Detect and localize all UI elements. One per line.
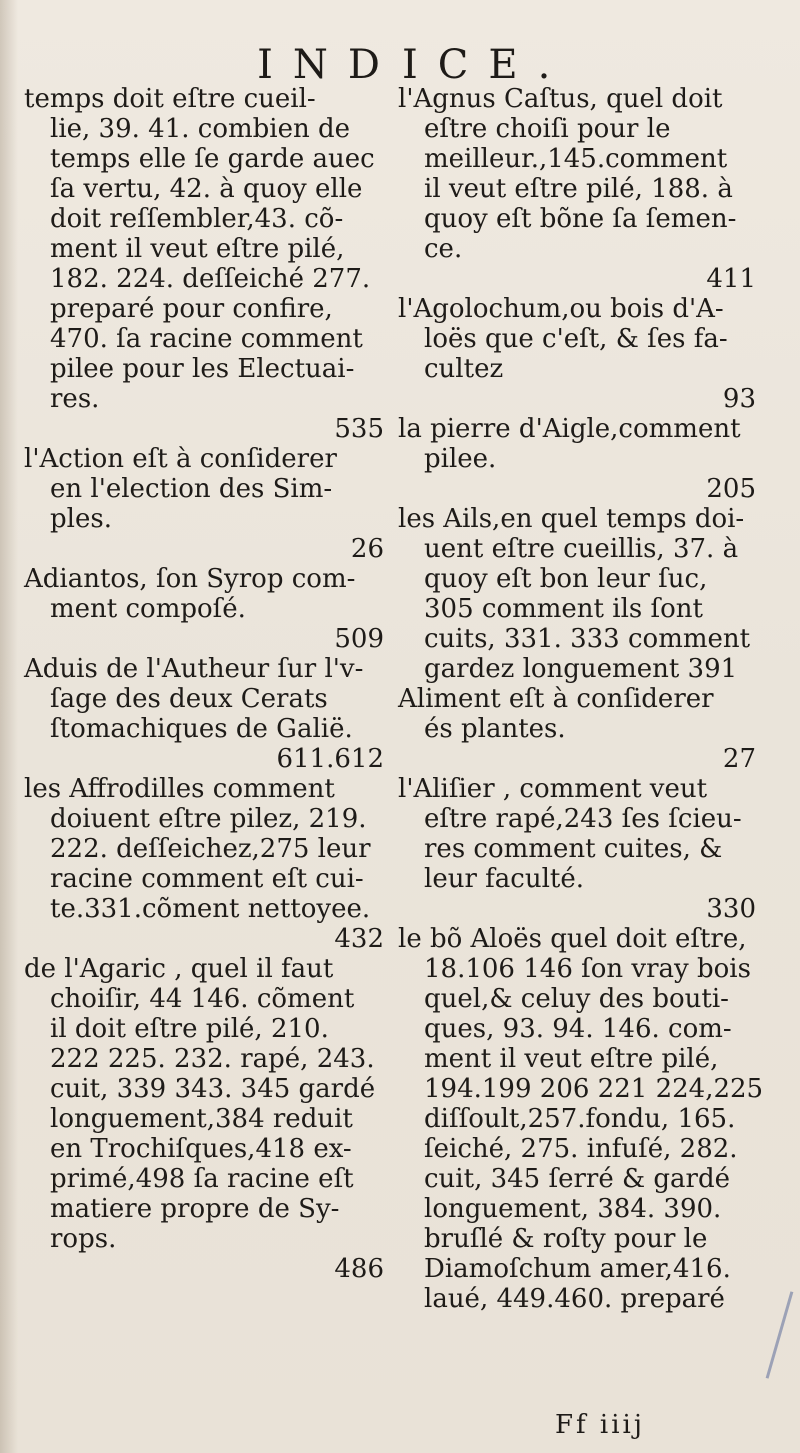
index-entry-line: ſa vertu, 42. à quoy elle [50, 174, 363, 204]
index-entry-line: quoy eſt bõne ſa ſemen- [424, 204, 737, 234]
index-entry-line: pilee pour les Electuai- [50, 354, 355, 384]
index-entry [398, 294, 770, 414]
index-entry-line: pilee. [424, 444, 497, 474]
index-entry-line: 535 [334, 414, 384, 444]
index-entry-line: uent eſtre cueillis, 37. à [424, 534, 739, 564]
index-entry-heading: le bõ Aloës quel doit eſtre, [398, 924, 747, 954]
index-entry-line: bruſlé & roſty pour le [424, 1224, 708, 1254]
index-entry-line: ques, 93. 94. 146. com- [424, 1014, 732, 1044]
index-entry-line: ce. [424, 234, 463, 264]
index-entry-line: ſage des deux Cerats [50, 684, 328, 714]
index-entry [398, 504, 770, 684]
index-entry [24, 444, 398, 564]
index-entry-line: 205 [706, 474, 756, 504]
index-entry-line: diſſoult,257.fondu, 165. [424, 1104, 736, 1134]
index-entry [398, 84, 770, 294]
index-entry-line: doiuent eſtre pilez, 219. [50, 804, 367, 834]
index-entry-heading: les Affrodilles comment [24, 774, 335, 804]
index-entry-line: leur faculté. [424, 864, 584, 894]
index-entry-line: temps elle ſe garde auec [50, 144, 375, 174]
binding-shadow [0, 0, 18, 1453]
index-entry [398, 414, 770, 504]
index-entry-line: 411 [706, 264, 756, 294]
index-entry-line: meilleur.,145.comment [424, 144, 728, 174]
index-entry-heading: l'Agnus Caſtus, quel doit [398, 84, 723, 114]
index-entry-line: il doit eſtre pilé, 210. [50, 1014, 329, 1044]
index-entry-line: te.331.cõment nettoyee. [50, 894, 371, 924]
running-head [0, 40, 800, 90]
index-entry-line: 432 [334, 924, 384, 954]
index-entry-line: ment il veut eſtre pilé, [50, 234, 345, 264]
index-entry-line: doit reſſembler,43. cõ- [50, 204, 344, 234]
index-entry-line: ples. [50, 504, 112, 534]
index-column-left [24, 84, 398, 1284]
index-entry [398, 684, 770, 774]
index-entry-line: loës que c'eſt, & ſes fa- [424, 324, 728, 354]
index-entry-line: eſtre choiſi pour le [424, 114, 671, 144]
index-entry-line: 330 [706, 894, 756, 924]
index-entry-line: ſeiché, 275. infuſé, 282. [424, 1134, 738, 1164]
index-entry-line: 305 comment ils ſont [424, 594, 703, 624]
index-entry-line: lie, 39. 41. combien de [50, 114, 351, 144]
index-entry-heading: Adiantos, ſon Syrop com- [24, 564, 356, 594]
index-entry-heading: Aliment eſt à conſiderer [398, 684, 714, 714]
index-entry-line: primé,498 ſa racine eſt [50, 1164, 354, 1194]
index-entry-line: és plantes. [424, 714, 566, 744]
index-entry-line: cuit, 345 ſerré & gardé [424, 1164, 731, 1194]
index-entry-line: 93 [722, 384, 756, 414]
index-entry-line: 182. 224. deſſeiché 277. [50, 264, 371, 294]
index-entry-line: laué, 449.460. preparé [424, 1284, 725, 1314]
index-entry-line: 509 [334, 624, 384, 654]
index-entry-line: 470. ſa racine comment [50, 324, 363, 354]
index-entry-line: 194.199 206 221 224,225 [424, 1074, 764, 1104]
index-entry [24, 774, 398, 954]
index-entry-line: res comment cuites, & [424, 834, 723, 864]
index-entry-line: preparé pour confire, [50, 294, 333, 324]
index-entry [24, 654, 398, 774]
index-entry-line: cuit, 339 343. 345 gardé [50, 1074, 376, 1104]
index-entry-line: 27 [722, 744, 756, 774]
index-entry-line: 18.106 146 ſon vray bois [424, 954, 751, 984]
index-entry-line: il veut eſtre pilé, 188. à [424, 174, 733, 204]
index-entry-line: ment il veut eſtre pilé, [424, 1044, 719, 1074]
index-entry-heading: l'Action eſt à conſiderer [24, 444, 337, 474]
index-entry-line: longuement, 384. 390. [424, 1194, 722, 1224]
index-entry-heading: temps doit eſtre cueil- [24, 84, 316, 114]
index-entry-heading: l'Agolochum,ou bois d'A- [398, 294, 724, 324]
signature-mark: Ff iiij [555, 1410, 645, 1440]
index-entry-line: choiſir, 44 146. cõment [50, 984, 355, 1014]
running-head-left: IND [257, 42, 400, 88]
index-entry-heading: les Ails,en quel temps doi- [398, 504, 745, 534]
index-column-right [398, 84, 770, 1314]
index-entry-line: cuits, 331. 333 comment [424, 624, 751, 654]
index-entry-line: cultez [424, 354, 504, 384]
index-entry-line: 222. deſſeichez,275 leur [50, 834, 371, 864]
index-entry-line: rops. [50, 1224, 117, 1254]
index-entry-line: en l'election des Sim- [50, 474, 333, 504]
index-entry-line: quoy eſt bon leur ſuc, [424, 564, 708, 594]
index-entry-line: ſtomachiques de Galië. [50, 714, 353, 744]
index-entry-line: Diamoſchum amer,416. [424, 1254, 731, 1284]
index-entry-line: 611.612 [276, 744, 384, 774]
index-entry-heading: la pierre d'Aigle,comment [398, 414, 741, 444]
index-entry-line: matiere propre de Sy- [50, 1194, 340, 1224]
index-entry [24, 564, 398, 654]
index-entry-line: en Trochiſques,418 ex- [50, 1134, 352, 1164]
index-entry [24, 84, 398, 444]
index-entry-line: gardez longuement 391 [424, 654, 738, 684]
index-entry-heading: Aduis de l'Autheur ſur l'v- [24, 654, 364, 684]
index-entry-line: 486 [334, 1254, 384, 1284]
index-entry-heading: de l'Agaric , quel il faut [24, 954, 334, 984]
index-entry-heading: l'Aliſier , comment veut [398, 774, 708, 804]
index-entry [398, 774, 770, 924]
index-entry [24, 954, 398, 1284]
index-entry-line: eſtre rapé,243 ſes ſcieu- [424, 804, 742, 834]
index-entry-line: quel,& celuy des bouti- [424, 984, 729, 1014]
index-entry-line: 222 225. 232. rapé, 243. [50, 1044, 375, 1074]
index-entry-line: res. [50, 384, 100, 414]
index-entry [398, 924, 770, 1314]
index-entry-line: racine comment eſt cui- [50, 864, 364, 894]
index-entry-line: longuement,384 reduit [50, 1104, 353, 1134]
index-entry-line: ment compoſé. [50, 594, 246, 624]
index-entry-line: 26 [350, 534, 384, 564]
running-head-right: ICE. [402, 42, 571, 88]
